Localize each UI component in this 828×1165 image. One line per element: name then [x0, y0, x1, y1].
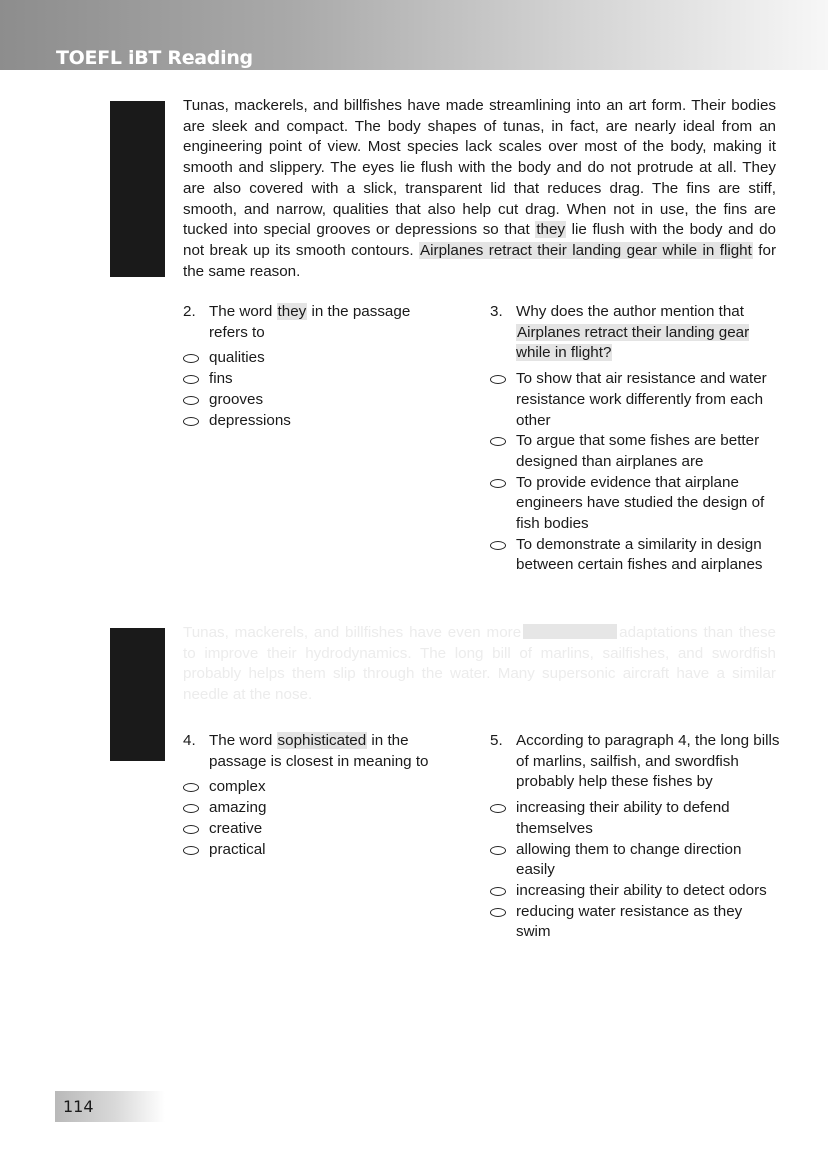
radio-oval-icon[interactable] — [490, 479, 506, 488]
answer-option[interactable]: fins — [183, 369, 433, 390]
paragraph-marker-bar — [110, 101, 165, 277]
radio-oval-icon[interactable] — [183, 846, 199, 855]
question-number: 5. — [490, 732, 503, 749]
radio-oval-icon[interactable] — [490, 437, 506, 446]
passage-text: adaptations than these to improve their hydrodynamics. The long bill of marlins, sailfishes, and swordfish probably helps them slip through the water. Many supersonic aircraft have a similar needle at the nose. — [183, 624, 776, 704]
answer-option[interactable]: To show that air resistance and water resistance work differently from each other — [490, 369, 780, 431]
highlighted-word-they: they — [536, 221, 566, 239]
passage-text: Tunas, mackerels, and billfishes have made streamlining into an art form. Their bodies are sleek and compact. The body shapes of tunas, in fact, are nearly ideal from an engineering point of view. Most species lack scales over most of the body, making it smooth and slippery. The eyes lie flush with the body and do not protrude at all. They are also covered with a slick, transparent lid that reduces drag. The fins are stiff, smooth, and narrow, qualities that also help cut drag. When not in use, the fins are tucked into special grooves or depressions so that — [183, 97, 776, 239]
radio-oval-icon[interactable] — [490, 541, 506, 550]
answer-option[interactable]: increasing their ability to detect odors — [490, 881, 780, 902]
answer-option[interactable]: complex — [183, 777, 448, 798]
question-4-prompt: 4. The word sophisticated in the passage is closest in meaning to — [183, 732, 429, 770]
answer-option[interactable]: depressions — [183, 411, 433, 432]
radio-oval-icon[interactable] — [490, 804, 506, 813]
answer-options — [490, 798, 780, 943]
passage-text: Tunas, mackerels, and billfishes have even more — [183, 624, 522, 641]
radio-oval-icon[interactable] — [183, 804, 199, 813]
question-number: 2. — [183, 303, 196, 320]
page-number: 114 — [63, 1097, 94, 1116]
answer-option[interactable]: grooves — [183, 390, 433, 411]
page-header — [0, 0, 828, 70]
radio-oval-icon[interactable] — [490, 908, 506, 917]
highlighted-sentence: Airplanes retract their landing gear while in flight — [420, 241, 752, 259]
passage-paragraph-1 — [183, 96, 776, 282]
radio-oval-icon[interactable] — [183, 417, 199, 426]
question-5-prompt: 5. According to paragraph 4, the long bills of marlins, sailfish, and swordfish probably help these fishes by — [490, 732, 780, 791]
question-3-prompt: 3. Why does the author mention that Airplanes retract their landing gear while in flight? — [490, 303, 750, 362]
highlighted-word-they: they — [277, 303, 307, 320]
answer-options — [183, 348, 433, 431]
page-number-box — [55, 1091, 165, 1122]
question-2 — [183, 302, 433, 431]
question-number: 4. — [183, 732, 196, 749]
question-4 — [183, 731, 448, 860]
answer-options — [490, 369, 780, 576]
answer-option[interactable]: To demonstrate a similarity in design between certain fishes and airplanes — [490, 535, 780, 576]
redacted-word-blank — [523, 624, 617, 639]
radio-oval-icon[interactable] — [490, 846, 506, 855]
answer-option[interactable]: qualities — [183, 348, 433, 369]
answer-options — [183, 777, 448, 860]
answer-option[interactable]: increasing their ability to defend themselves — [490, 798, 780, 839]
answer-option[interactable]: practical — [183, 840, 448, 861]
answer-option[interactable]: allowing them to change direction easily — [490, 840, 780, 881]
highlighted-sentence: Airplanes retract their landing gear while in flight? — [516, 323, 750, 362]
radio-oval-icon[interactable] — [490, 375, 506, 384]
book-title: TOEFL iBT Reading — [56, 47, 253, 69]
question-5 — [490, 731, 780, 943]
answer-option[interactable]: To provide evidence that airplane engineers have studied the design of fish bodies — [490, 473, 780, 535]
radio-oval-icon[interactable] — [183, 825, 199, 834]
passage-text: lie flush with the body and do not break up its smooth contours. — [183, 221, 776, 259]
radio-oval-icon[interactable] — [490, 887, 506, 896]
radio-oval-icon[interactable] — [183, 354, 199, 363]
answer-option[interactable]: creative — [183, 819, 448, 840]
radio-oval-icon[interactable] — [183, 375, 199, 384]
radio-oval-icon[interactable] — [183, 396, 199, 405]
answer-option[interactable]: amazing — [183, 798, 448, 819]
highlighted-word-sophisticated: sophisticated — [277, 732, 367, 749]
passage-paragraph-4 — [183, 623, 776, 706]
question-3 — [490, 302, 780, 576]
question-number: 3. — [490, 303, 503, 320]
radio-oval-icon[interactable] — [183, 783, 199, 792]
paragraph-marker-bar — [110, 628, 165, 761]
answer-option[interactable]: To argue that some fishes are better designed than airplanes are — [490, 431, 780, 472]
answer-option[interactable]: reducing water resistance as they swim — [490, 902, 780, 943]
question-2-prompt: 2. The word they in the passage refers to — [183, 303, 411, 341]
passage-text: for the same reason. — [183, 241, 776, 280]
